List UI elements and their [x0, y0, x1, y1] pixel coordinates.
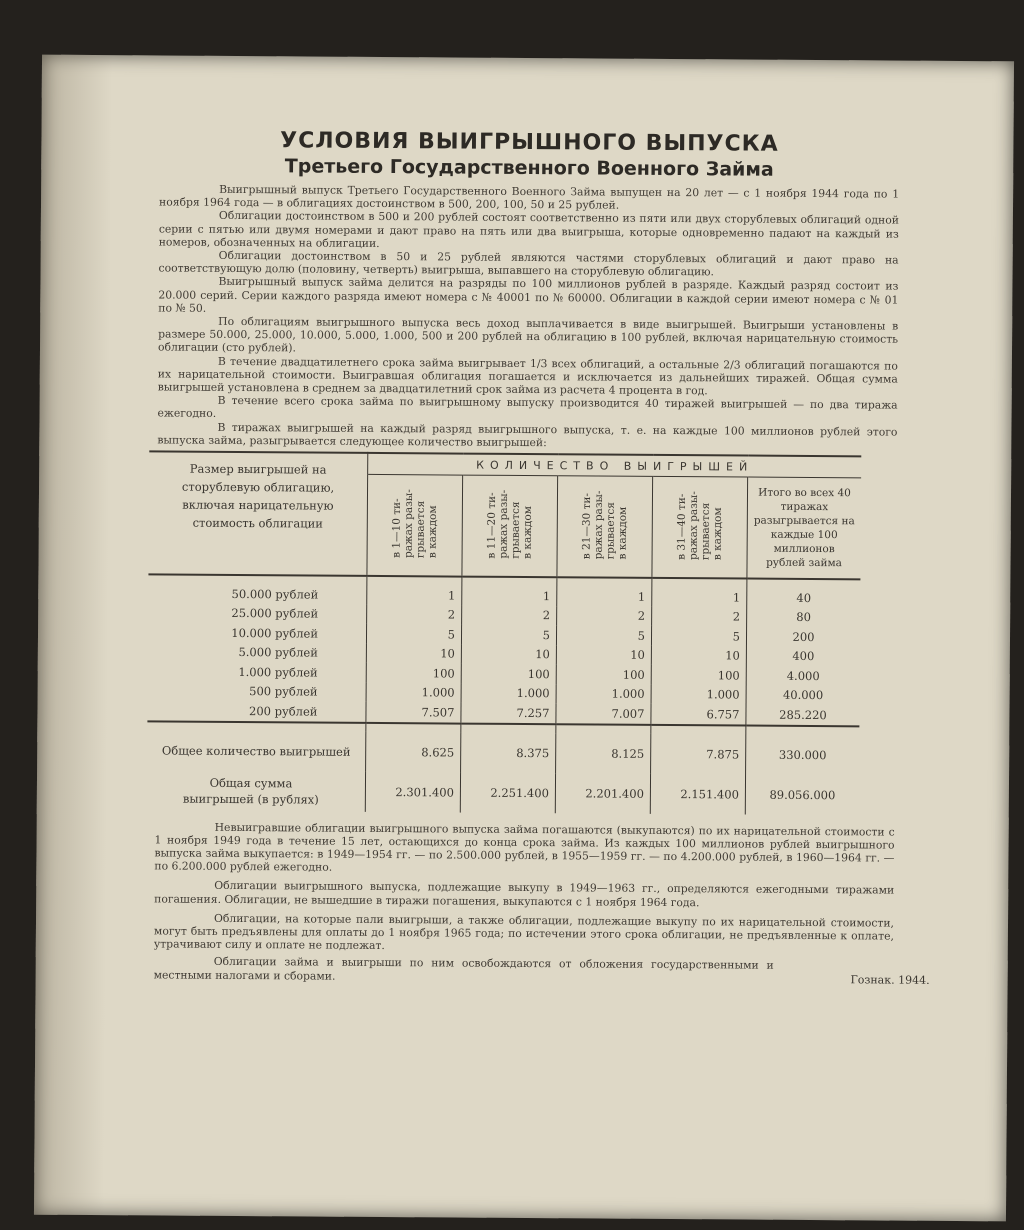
cell-value: 100	[651, 665, 746, 685]
group-header: КОЛИЧЕСТВО ВЫИГРЫШЕЙ	[368, 453, 862, 478]
row-label: 1.000 рублей	[238, 664, 318, 680]
column-header	[367, 474, 463, 576]
column-header-text: в 21—30 ти- ражах разы- грывается в каждом	[580, 490, 629, 560]
cell-total: 200	[746, 627, 860, 647]
cell-value: 2	[462, 605, 557, 625]
cell-value: 5	[461, 625, 556, 645]
paragraph-redemption-draws: Облигации выигрышного выпуска, подлежащие выкупу в 1949—1963 гг., определяются ежегодными тиражами погашения. Облигации, не вышедшие в тиражи погашения, выкупаются с 1 ноября 1964 года.	[154, 879, 895, 909]
document-content	[153, 127, 930, 987]
paragraph-draws: В течение всего срока займа по выигрышному выпуску производится 40 тиражей выигрышей — по два тиража ежегодно.	[157, 394, 898, 421]
paragraph-share: В течение двадцатилетнего срока займа выигрывает 1/3 всех облигаций, а остальные 2/3 облигаций погашаются по их нарицательной стоимости. Выигравшая облигация погашается и исключается из дальнейших тиражей. Общая сумма выигрышей установлена в среднем за двадцатилетний срок займа из расчета 4 процента в год.	[157, 354, 898, 398]
size-header-cell	[148, 451, 367, 576]
cell-value: 10	[651, 645, 746, 665]
sum-count-value: 8.375	[461, 732, 556, 773]
row-label: 10.000 рублей	[231, 625, 319, 641]
cell-value: 7.007	[556, 703, 651, 724]
cell-value: 2	[652, 606, 747, 626]
sheet-shadow	[34, 55, 112, 1215]
cell-value: 1	[462, 577, 557, 606]
paragraph-taxes: Облигации займа и выигрыши по ним освобождаются от обложения государственными и местными налогами и сборами.	[153, 955, 774, 983]
cell-value: 1.000	[366, 682, 461, 702]
cell-total: 285.220	[746, 705, 860, 726]
paragraph-parts: Облигации достоинством в 50 и 25 рублей являются частями сторублевых облигаций и дают право на соответствующую долю (половину, четверть) выигрыша, выпавшего на сторублевую облигацию.	[158, 248, 899, 279]
cell-value: 100	[366, 663, 461, 683]
paragraph-payment-deadline: Облигации, на которые пали выигрыши, а также облигации, подлежащие выкупу по их нарицательной стоимости, могут быть предъявлены для оплаты до 1 ноября 1965 года; по истечении этого срока облигации, не предъявленные к оплате, утрачивают силу и оплате не подлежат.	[153, 911, 895, 953]
column-header-text: в 1—10 ти- ражах разы- грывается в каждом	[390, 489, 439, 559]
sum-count-total: 330.000	[746, 734, 860, 775]
sum-amount-total: 89.056.000	[745, 774, 859, 815]
title-line1: УСЛОВИЯ ВЫИГРЫШНОГО ВЫПУСКА	[280, 128, 779, 157]
column-header	[652, 476, 748, 578]
cell-value: 1	[557, 577, 652, 606]
total-header: Итого во всех 40 тиражах разыгрывается на каждые 100 миллионов рублей займа	[747, 477, 861, 579]
cell-value: 100	[556, 664, 651, 684]
row-label: 50.000 рублей	[148, 574, 367, 604]
size-header: Размер выигрышей на сторублевую облигацию, включая нарицательную стоимость облигации	[181, 461, 335, 531]
cell-total: 400	[746, 646, 860, 666]
cell-value: 5	[556, 625, 651, 645]
paragraph-redemption: Невыигравшие облигации выигрышного выпуска займа погашаются (выкупаются) по их нарицательной стоимости с 1 ноября 1949 года в течение 15 лет, остающихся до конца срока займа. Из каждых 100 миллионов рублей выигрышного выпуска займа выкупается: в 1949—1954 гг. — по 2.500.000 рублей, в 1955—1959 гг. — по 4.200.000 рублей, в 1960—1964 гг. — по 6.200.000 рублей ежегодно.	[154, 820, 895, 874]
sum-amount-value: 2.301.400	[365, 771, 460, 812]
paragraph-denominations: Облигации достоинством в 500 и 200 рублей состоят соответственно из пяти или двух сторублевых облигаций одной серии с пятью или двумя номерами и дают право на пять или два выигрыша, которые одновременно падают на каждый из номеров, обозначенных на облигации.	[158, 209, 899, 250]
sum-count-row	[147, 730, 859, 775]
imprint: Гознак. 1944.	[850, 973, 930, 987]
bottom-text	[153, 820, 930, 987]
cell-value: 10	[366, 643, 461, 663]
cell-value: 10	[461, 644, 556, 664]
sum-amount-value: 2.251.400	[460, 772, 555, 813]
column-header	[462, 475, 558, 577]
cell-value: 10	[556, 645, 651, 665]
sum-amount-value: 2.151.400	[650, 773, 745, 814]
column-header-text: в 11—20 ти- ражах разы- грывается в каждом	[485, 489, 534, 560]
sum-amount-label: Общая сумма выигрышей (в рублях)	[182, 775, 319, 807]
sum-count-label: Общее количество выигрышей	[161, 743, 351, 759]
paragraph-income: По облигациям выигрышного выпуска весь доход выплачивается в виде выигрышей. Выигрыши установлены в размере 50.000, 25.000, 10.000, 5.000, 1.000, 500 и 200 рублей на облигацию в 100 рублей, включая нарицательную стоимость облигации (сто рублей).	[157, 314, 899, 355]
row-label: 200 рублей	[248, 703, 318, 719]
sum-count-value: 8.625	[366, 731, 461, 772]
title-line2: Третьего Государственного Военного Займа	[284, 155, 774, 181]
sum-amount-value: 2.201.400	[555, 773, 650, 814]
cell-value: 5	[366, 624, 461, 644]
row-label: 5.000 рублей	[238, 645, 318, 660]
cell-value: 2	[367, 604, 462, 624]
sum-count-value: 7.875	[651, 733, 746, 774]
document-sheet	[34, 55, 1014, 1222]
cell-value: 7.507	[366, 702, 461, 723]
row-label: 25.000 рублей	[231, 606, 319, 621]
cell-value: 1	[652, 578, 747, 607]
paragraph-table-intro: В тиражах выигрышей на каждый разряд выигрышного выпуска, т. е. на каждые 100 миллионов рублей этого выпуска займа, разыгрывается следующее количество выигрышей:	[157, 420, 898, 450]
footer-row	[153, 955, 930, 987]
cell-total: 4.000	[746, 666, 860, 686]
cell-value: 1.000	[651, 684, 746, 704]
cell-value: 1	[367, 576, 462, 605]
cell-value: 1.000	[556, 684, 651, 704]
cell-value: 2	[557, 606, 652, 626]
row-label: 500 рублей	[249, 684, 318, 699]
cell-value: 5	[651, 626, 746, 646]
cell-total: 40.000	[746, 685, 860, 705]
paragraph-term: Выигрышный выпуск Третьего Государственного Военного Займа выпущен на 20 лет — с 1 ноября 1944 года по 1 ноября 1964 года — в облигациях достоинством в 500, 200, 100, 50 и 25 рублей.	[158, 182, 900, 212]
winnings-table	[147, 450, 861, 814]
cell-value: 6.757	[651, 704, 746, 725]
sum-count-value: 8.125	[556, 733, 651, 774]
paragraph-categories: Выигрышный выпуск займа делится на разряды по 100 миллионов рублей в разряде. Каждый разряд состоит из 20.000 серий. Серии каждого разряда имеют номера с № 40001 по № 60000. Облигации в каждой серии имеют номера с № 01 по № 50.	[158, 275, 899, 315]
cell-total: 80	[747, 607, 861, 627]
column-header	[557, 476, 653, 578]
column-header-text: в 31—40 ти- ражах разы- грывается в каждом	[675, 491, 724, 561]
cell-value: 100	[461, 664, 556, 684]
cell-total: 40	[747, 579, 861, 608]
sum-amount-row	[147, 770, 859, 815]
cell-value: 1.000	[461, 683, 556, 703]
cell-value: 7.257	[461, 703, 556, 724]
